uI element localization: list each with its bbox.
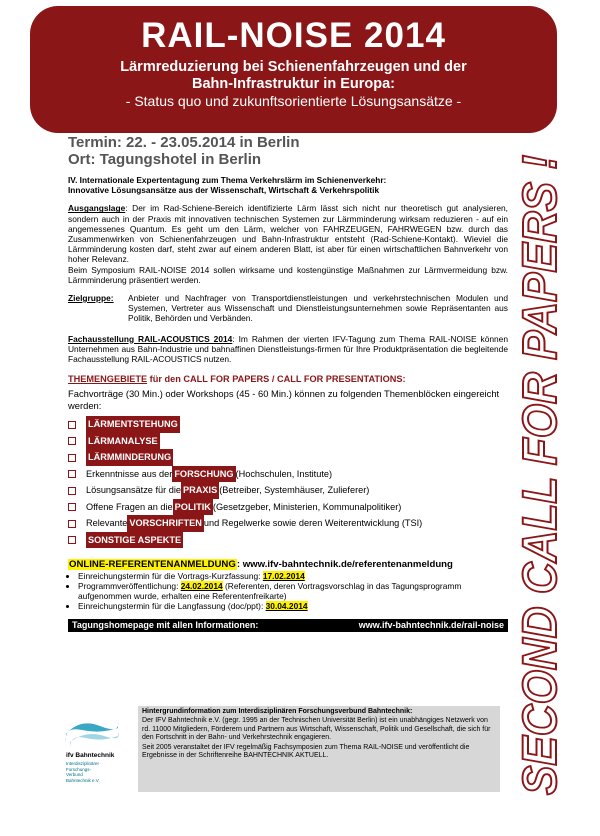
list-item: Relevante VORSCHRIFTEN und Regelwerke sowie deren Weiterentwicklung (TSI): [68, 515, 508, 532]
intro-line-1: IV. Internationale Expertentagung zum Thema Verkehrslärm im Schienenverkehr:: [68, 175, 387, 185]
themen-heading: [68, 374, 508, 384]
fachausstellung-heading: Fachausstellung RAIL-ACOUSTICS 2014: [68, 333, 233, 344]
zielgruppe-text: Anbieter und Nachfrager von Transportdienstleistungen und verkehrstechnischen Modulen und Systemen, Vertreter aus Wissenschaft und Dienstleistungsunternehmen sowie Repräsentanten aus Politik, Behörden und Verbänden.: [128, 293, 508, 324]
ausgangslage-text: : Der im Rad-Schiene-Bereich identifizierte Lärm lässt sich nicht nur theoretisch gut analysieren, sondern auch in der Praxis mit innovativen technischen Systemen zur Lärmminderung wirksam reduzieren - auf ein angemessenes Quantum. Es geht um den Lärm, welcher von FAHRZEUGEN, FAHRWEGEN bzw. durch das Zusammenwirken von Schienenfahrzeugen und Bahn-Infrastruktur entsteht (Rad-Schiene-Kontakt). Wieviel die Lärmminderung kosten darf, steht zwar auf einem anderen Blatt, ist aber für einen wirtschaftlichen Bahnverkehr von hoher Relevanz.: [68, 203, 508, 265]
topic-list: [68, 416, 508, 548]
list-item: LÄRMANALYSE: [68, 433, 508, 450]
footer: [60, 706, 502, 792]
ausgangslage-heading: Ausgangslage: [68, 203, 126, 214]
second-call-banner: [512, 150, 570, 800]
list-item: SONSTIGE ASPEKTE: [68, 532, 508, 549]
main-content: [68, 134, 508, 632]
list-item: Offene Fragen an die POLITIK (Gesetzgeber, Ministerien, Kommunalpolitiker): [68, 499, 508, 516]
checkbox-square-icon: [68, 437, 76, 445]
logo-subtext: Interdisziplinärer Forschungs- Verbund Bahntechnik e.V.: [66, 761, 100, 783]
online-registration-label: ONLINE-REFERENTENANMELDUNG: [69, 559, 236, 571]
info-paragraph: Der IFV Bahntechnik e.V. (gegr. 1995 an der Technischen Universität Berlin) ist ein unabhängiges Netzwerk von rd. 11000 Mitgliedern, Förderern und Partnern aus Wirtschaft, Wissenschaft, Politik und Gesellschaft, die sich für den Fortschritt in der Bahn- und Verkehrstechnik engagieren.: [142, 717, 491, 742]
header-banner: [30, 6, 557, 133]
list-item: LÄRMMINDERUNG: [68, 449, 508, 466]
homepage-label: Tagungshomepage mit allen Informationen:: [72, 620, 259, 631]
event-date: Termin: 22. - 23.05.2014 in Berlin: [68, 134, 300, 151]
intro-block: [68, 175, 508, 195]
logo-waves-icon: [60, 712, 120, 752]
checkbox-square-icon: [68, 421, 76, 429]
logo-name: ifv Bahntechnik: [66, 752, 115, 759]
subtitle-line-1: Lärmreduzierung bei Schienenfahrzeugen und der: [120, 59, 467, 75]
list-item: LÄRMENTSTEHUNG: [68, 416, 508, 433]
list-item: • Einreichungstermin für die Langfassung (doc/ppt): 30.04.2014: [78, 601, 508, 611]
deadline-date: 30.04.2014: [265, 601, 308, 612]
list-item: • Einreichungstermin für die Vortrags-Kurzfassung: 17.02.2014: [78, 571, 508, 581]
event-location: Ort: Tagungshotel in Berlin: [68, 151, 262, 168]
event-title: RAIL-NOISE 2014: [141, 16, 446, 55]
info-heading: Hintergrundinformation zum Interdisziplinären Forschungsverbund Bahntechnik:: [142, 708, 413, 715]
deadline-date: 24.02.2014: [180, 580, 223, 591]
tagline: - Status quo und zukunftsorientierte Lösungsansätze -: [125, 93, 462, 109]
deadline-list: [68, 571, 508, 612]
intro-line-2: Innovative Lösungsansätze aus der Wissenschaft, Wirtschaft & Verkehrspolitik: [68, 185, 380, 196]
subtitle-line-2: Bahn-Infrastruktur in Europa:: [191, 76, 395, 92]
second-call-text: SECOND CALL FOR PAPERS !: [514, 150, 567, 795]
fachausstellung-section: [68, 334, 508, 365]
second-call-text-svg: [512, 150, 570, 800]
online-registration: [68, 560, 508, 570]
checkbox-square-icon: [68, 454, 76, 462]
zielgruppe-label: Zielgruppe:: [68, 293, 114, 304]
deadline-date: 17.02.2014: [262, 570, 305, 581]
homepage-link[interactable]: www.ifv-bahntechnik.de/rail-noise: [358, 620, 504, 631]
checkbox-square-icon: [68, 536, 76, 544]
themen-key: THEMENGEBIETE: [68, 374, 148, 385]
checkbox-square-icon: [68, 487, 76, 495]
ausgangslage-section: [68, 203, 508, 285]
list-item: Lösungsansätze für die PRAXIS (Betreiber, Systemhäuser, Zulieferer): [68, 482, 508, 499]
online-registration-link[interactable]: : www.ifv-bahntechnik.de/referentenanmeldung: [236, 559, 453, 571]
ausgangslage-text-2: Beim Symposium RAIL-NOISE 2014 sollen wirksame und kostengünstige Maßnahmen zur Lärmvermeidung bzw. Lärmminderung präsentiert werden.: [68, 264, 508, 285]
fachausstellung-text: : Im Rahmen der vierten IFV-Tagung zum Thema RAIL-NOISE können Unternehmen aus Bahn-Industrie und bahnaffinen Dienstleistungs-firmen für Ihre Produktpräsentation die begleitende Fachausstellung RAIL-ACOUSTICS nutzen.: [68, 333, 508, 365]
homepage-bar: [68, 619, 508, 631]
themen-rest: für den CALL FOR PAPERS / CALL FOR PRESENTATIONS:: [147, 374, 406, 385]
zielgruppe-section: [68, 293, 508, 324]
checkbox-square-icon: [68, 503, 76, 511]
checkbox-square-icon: [68, 520, 76, 528]
themen-intro: Fachvorträge (30 Min.) oder Workshops (45 - 60 Min.) können zu folgenden Themenblöcken eingereicht werden:: [68, 388, 500, 412]
background-info-box: [138, 706, 500, 792]
list-item: • Programmveröffentlichung: 24.02.2014 (Referenten, deren Vortragsvorschlag in das Tagungsprogramm aufgenommen wurde, erhalten eine Referentenfreikarte): [78, 581, 508, 601]
info-paragraph: Seit 2005 veranstaltet der IFV regelmäßig Fachsymposien zum Thema RAIL-NOISE und veröffentlicht die Ergebnisse in der Schriftenreihe BAHNTECHNIK AKTUELL.: [142, 743, 470, 760]
checkbox-square-icon: [68, 470, 76, 478]
list-item: Erkenntnisse aus der FORSCHUNG (Hochschulen, Institute): [68, 466, 508, 483]
ifv-logo: [60, 712, 120, 792]
